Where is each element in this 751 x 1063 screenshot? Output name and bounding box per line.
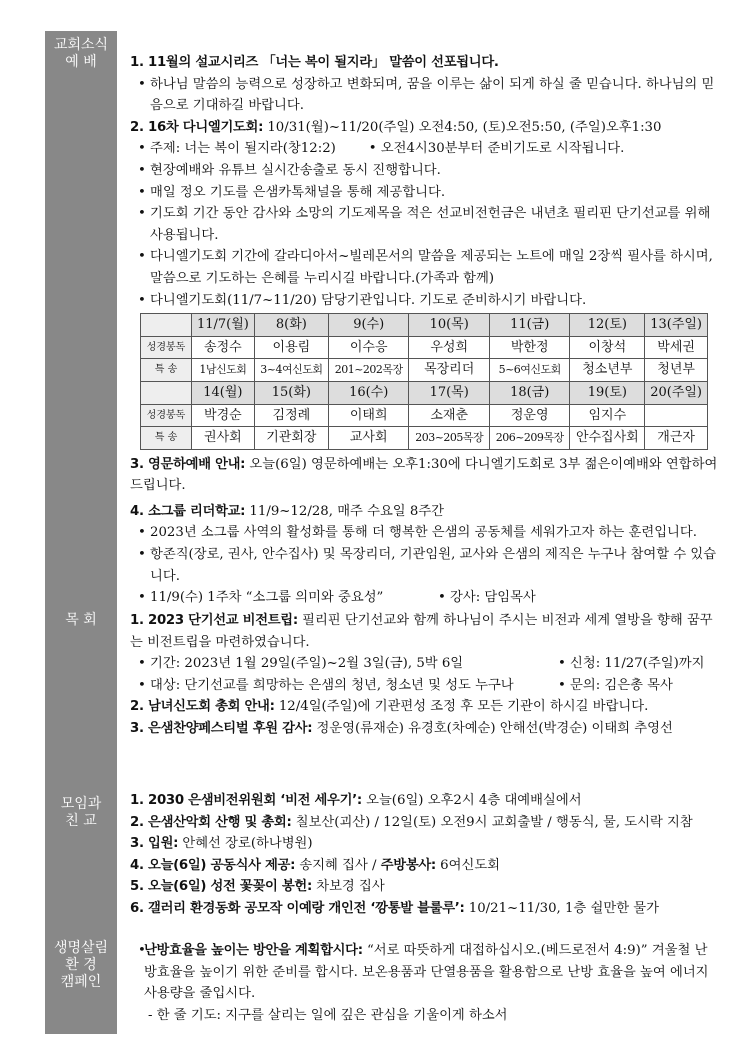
sidebar-label-line: 생명살림 — [53, 940, 109, 956]
worship-item-2-title: 2. 16차 다니엘기도회: — [130, 119, 264, 135]
fellowship-item-4-text: 송지혜 집사 / — [295, 857, 381, 873]
table-cell: 201~202목장 — [328, 359, 409, 382]
table-row — [141, 314, 708, 337]
bullet-row — [130, 675, 718, 697]
bullet-row — [130, 587, 718, 609]
table-cell: 송정수 — [192, 336, 255, 359]
table-cell: 개근자 — [645, 427, 708, 450]
sidebar-label-ministry — [45, 612, 117, 629]
table-cell: 이태희 — [328, 404, 409, 427]
bullet-row — [130, 653, 718, 675]
worship-section — [130, 52, 718, 609]
sidebar-label-line: 환 경 — [65, 957, 97, 973]
fellowship-item-2-title: 2. 은샘산악회 산행 및 총회: — [130, 814, 292, 830]
table-corner — [141, 381, 192, 404]
fellowship-section — [130, 790, 718, 920]
sidebar-label-worship — [45, 37, 117, 71]
table-cell: 기관회장 — [254, 427, 328, 450]
table-date: 14(월) — [192, 381, 255, 404]
ministry-item-3-text: 정운영(류재순) 유경호(차예순) 안해선(박경순) 이태희 추영선 — [312, 720, 673, 736]
table-row — [141, 404, 708, 427]
sidebar-label-fellowship — [45, 796, 117, 830]
worship-item-3-text: 오늘(6일) 영문하예배는 오후1:30에 다니엘기도회로 3부 젊은이예배와 연합하여 드립니다. — [130, 456, 718, 494]
table-cell: 박경순 — [192, 404, 255, 427]
bullet: • 항존직(장로, 권사, 안수집사) 및 목장리더, 기관임원, 교사와 은샘의 제직은 누구나 참여할 수 있습니다. — [130, 544, 718, 587]
bullet: • 매일 정오 기도를 은샘카톡채널을 통해 제공합니다. — [130, 182, 718, 204]
bullet-row — [130, 138, 718, 160]
bullet: • 기간: 2023년 1월 29일(주일)~2월 3일(금), 5박 6일 — [130, 653, 550, 675]
bullet: • 문의: 김은총 목사 — [550, 675, 718, 697]
fellowship-item-5 — [130, 876, 718, 898]
fellowship-item-4-title2: 주방봉사: — [380, 857, 436, 873]
fellowship-item-6-title: 6. 갤러리 환경동화 공모작 이예랑 개인전 ‘깡통발 블룰루’: — [130, 900, 465, 916]
table-date: 20(주일) — [645, 381, 708, 404]
ministry-item-1-text: 필리핀 단기선교와 함께 하나님이 주시는 비전과 세계 열방을 향해 꿈꾸는 비전트립을 마련하였습니다. — [130, 613, 713, 650]
bullet: • 기도회 기간 동안 감사와 소망의 기도제목을 적은 선교비전헌금은 내년초 필리핀 단기선교를 위해 사용됩니다. — [130, 203, 718, 246]
table-cell: 청소년부 — [570, 359, 645, 382]
duty-table — [140, 313, 708, 450]
worship-item-4-text: 11/9~12/28, 매주 수요일 8주간 — [245, 503, 445, 519]
worship-item-4-title: 4. 소그룹 리더학교: — [130, 503, 246, 519]
fellowship-item-1 — [130, 790, 718, 812]
worship-item-2 — [130, 117, 718, 139]
ministry-item-1 — [130, 610, 718, 653]
table-date: 11/7(월) — [192, 314, 255, 337]
bullet: • 강사: 담임목사 — [430, 587, 718, 609]
worship-item-4 — [130, 501, 718, 523]
ministry-item-3 — [130, 718, 718, 740]
table-cell: 5~6여신도회 — [489, 359, 570, 382]
sidebar-label-line: 교회소식 — [53, 37, 109, 53]
table-date: 15(화) — [254, 381, 328, 404]
sidebar-label-line: 예 배 — [65, 54, 97, 70]
ministry-item-1-title: 1. 2023 단기선교 비전트립: — [130, 613, 298, 628]
table-date: 8(화) — [254, 314, 328, 337]
worship-item-2-text: 10/31(월)~11/20(주일) 오전4:50, (토)오전5:50, (주일)오후1:30 — [263, 119, 662, 135]
table-date: 10(목) — [409, 314, 490, 337]
fellowship-item-2 — [130, 812, 718, 834]
table-row-label: 성경봉독 — [141, 404, 192, 427]
table-cell: 우성희 — [409, 336, 490, 359]
table-cell: 권사회 — [192, 427, 255, 450]
fellowship-item-5-title: 5. 오늘(6일) 성전 꽃꽂이 봉헌: — [130, 879, 312, 895]
ministry-item-2 — [130, 696, 718, 718]
bullet: • 2023년 소그룹 사역의 활성화를 통해 더 행복한 은샘의 공동체를 세워가고자 하는 훈련입니다. — [130, 522, 718, 544]
bullet: • 현장예배와 유튜브 실시간송출로 동시 진행합니다. — [130, 160, 718, 182]
fellowship-item-3 — [130, 833, 718, 855]
fellowship-item-4 — [130, 855, 718, 877]
table-row — [141, 427, 708, 450]
table-date: 12(토) — [570, 314, 645, 337]
table-cell: 임지수 — [570, 404, 645, 427]
fellowship-item-4-text2: 6여신도회 — [435, 857, 501, 873]
bullet: • 다니엘기도회 기간에 갈라디아서~빌레몬서의 말씀을 제공되는 노트에 매일 2장씩 필사를 하시며, 말씀으로 기도하는 은혜를 누리시길 바랍니다.(가족과 함께) — [130, 246, 718, 289]
fellowship-item-1-text: 오늘(6일) 오후2시 4층 대예배실에서 — [361, 793, 582, 808]
table-date: 16(수) — [328, 381, 409, 404]
ministry-item-3-title: 3. 은샘찬양페스티벌 후원 감사: — [130, 720, 313, 736]
worship-item-3 — [130, 454, 718, 497]
table-cell: 박세권 — [645, 336, 708, 359]
table-date: 17(목) — [409, 381, 490, 404]
worship-item-3-title: 3. 영문하예배 안내: — [130, 456, 246, 472]
table-date: 11(금) — [489, 314, 570, 337]
table-cell — [645, 404, 708, 427]
sidebar-label-line: 친 교 — [65, 813, 97, 829]
table-row — [141, 381, 708, 404]
table-cell: 안수집사회 — [570, 427, 645, 450]
bullet: • 11/9(수) 1주차 “소그룹 의미와 중요성” — [130, 587, 430, 609]
table-date: 18(금) — [489, 381, 570, 404]
table-cell: 정운영 — [489, 404, 570, 427]
sidebar-label-line: 모임과 — [60, 796, 102, 812]
sidebar-label-campaign — [45, 940, 117, 991]
fellowship-item-6 — [130, 898, 718, 920]
table-date: 19(토) — [570, 381, 645, 404]
fellowship-item-3-text: 안혜선 장로(하나병원) — [178, 836, 313, 852]
ministry-section — [130, 610, 718, 740]
table-cell: 김정례 — [254, 404, 328, 427]
bullet: • 다니엘기도회(11/7~11/20) 담당기관입니다. 기도로 준비하시기 바랍니다. — [130, 290, 718, 312]
worship-item-1-title: 1. 11월의 설교시리즈 「너는 복이 될지라」 말씀이 선포됩니다. — [130, 55, 499, 70]
table-cell: 박한정 — [489, 336, 570, 359]
bullet: • 대상: 단기선교를 희망하는 은샘의 청년, 청소년 및 성도 누구나 — [130, 675, 550, 697]
campaign-section — [130, 940, 718, 1026]
campaign-bullet — [130, 940, 718, 1005]
table-corner — [141, 314, 192, 337]
bullet: • 주제: 너는 복이 될지라(창12:2) — [130, 138, 361, 160]
table-cell: 이용림 — [254, 336, 328, 359]
fellowship-item-6-text: 10/21~11/30, 1층 쉴만한 물가 — [464, 900, 659, 916]
bullet: • 오전4시30분부터 준비기도로 시작됩니다. — [361, 138, 718, 160]
table-date: 13(주일) — [645, 314, 708, 337]
sidebar-label-line: 캠페인 — [60, 974, 102, 990]
table-cell: 소재춘 — [409, 404, 490, 427]
campaign-prayer: - 한 줄 기도: 지구를 살리는 일에 깊은 관심을 기울이게 하소서 — [148, 1007, 508, 1023]
table-cell: 청년부 — [645, 359, 708, 382]
fellowship-item-2-text: 칠보산(괴산) / 12일(토) 오전9시 교회출발 / 행동식, 물, 도시락 지참 — [291, 814, 693, 830]
sidebar-label-line: 목 회 — [65, 612, 97, 628]
table-cell: 1남신도회 — [192, 359, 255, 382]
ministry-item-2-text: 12/4일(주일)에 기관편성 조정 후 모든 기관이 하시길 바랍니다. — [274, 699, 649, 715]
sidebar-bar — [45, 31, 117, 1034]
table-cell: 3~4여신도회 — [254, 359, 328, 382]
table-cell: 이창석 — [570, 336, 645, 359]
fellowship-item-1-title: 1. 2030 은샘비전위원회 ‘비전 세우기’: — [130, 793, 362, 808]
fellowship-item-3-title: 3. 입원: — [130, 836, 179, 852]
bullet: • 신청: 11/27(주일)까지 — [550, 653, 718, 675]
table-cell: 이수응 — [328, 336, 409, 359]
table-cell: 203~205목장 — [409, 427, 490, 450]
table-row-label: 특 송 — [141, 359, 192, 382]
table-date: 9(수) — [328, 314, 409, 337]
table-cell: 교사회 — [328, 427, 409, 450]
table-row-label: 특 송 — [141, 427, 192, 450]
campaign-title: 난방효율을 높이는 방안을 계획합시다: — [144, 943, 363, 958]
table-row — [141, 359, 708, 382]
bullet: • 하나님 말씀의 능력으로 성장하고 변화되며, 꿈을 이루는 삶이 되게 하실 줄 믿습니다. 하나님의 믿음으로 기대하길 바랍니다. — [130, 74, 718, 117]
table-row-label: 성경봉독 — [141, 336, 192, 359]
campaign-text: “서로 따뜻하게 대접하십시오.(베드로전서 4:9)” 겨울철 난방효율을 높이기 위한 준비를 합시다. 보온용품과 단열용품을 활용함으로 난방 효율을 높여 에너지 사용량을 줄입시다. — [144, 943, 709, 1002]
ministry-item-2-title: 2. 남녀신도회 총회 안내: — [130, 699, 275, 715]
fellowship-item-5-text: 차보경 집사 — [312, 879, 385, 895]
table-row — [141, 336, 708, 359]
table-cell: 206~209목장 — [489, 427, 570, 450]
table-cell: 목장리더 — [409, 359, 490, 382]
fellowship-item-4-title: 4. 오늘(6일) 공동식사 제공: — [130, 857, 296, 873]
